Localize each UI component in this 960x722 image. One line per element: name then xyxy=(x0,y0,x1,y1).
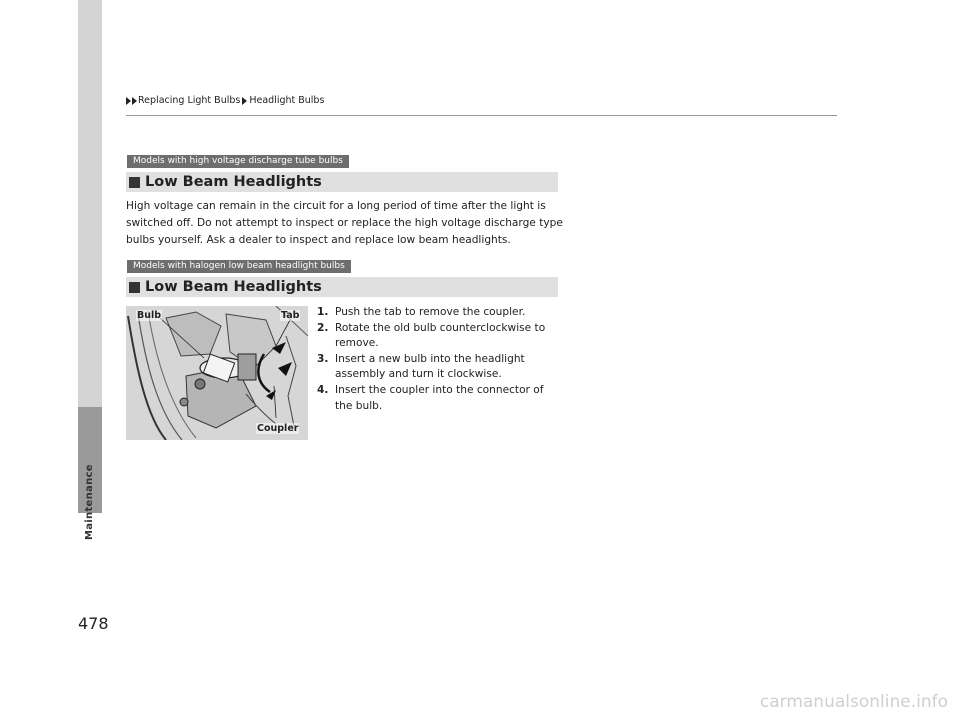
headlight-illustration xyxy=(126,306,308,440)
step-number: 3. xyxy=(317,352,329,365)
step-item xyxy=(317,352,562,383)
section-tab-label: Maintenance xyxy=(84,464,95,540)
step-number: 2. xyxy=(317,321,329,334)
step-number: 1. xyxy=(317,306,329,318)
watermark: carmanualsonline.info xyxy=(759,692,948,712)
heading-square-icon xyxy=(129,282,140,293)
heading-square-icon xyxy=(129,177,140,188)
breadcrumb-arrow-icon xyxy=(242,97,247,105)
figure-label-tab: Tab xyxy=(281,310,300,321)
heading-text: Low Beam Headlights xyxy=(145,174,322,190)
breadcrumb-item[interactable]: Replacing Light Bulbs xyxy=(138,95,241,106)
page-number: 478 xyxy=(78,614,109,633)
step-text: Rotate the old bulb counterclockwise to remove. xyxy=(335,321,546,350)
section-heading xyxy=(126,172,558,192)
headlight-figure xyxy=(126,306,308,440)
figure-label-bulb: Bulb xyxy=(137,310,162,321)
step-text: Push the tab to remove the coupler. xyxy=(335,306,526,318)
section-heading xyxy=(126,277,558,297)
breadcrumb-arrow-icon xyxy=(126,97,131,105)
breadcrumb xyxy=(126,95,324,106)
step-item xyxy=(317,305,562,321)
side-tab-background xyxy=(78,0,102,407)
step-text: Insert a new bulb into the headlight assembly and turn it clockwise. xyxy=(335,352,525,381)
step-text: Insert the coupler into the connector of the bulb. xyxy=(335,383,544,412)
step-number: 4. xyxy=(317,383,329,396)
header-divider xyxy=(126,115,837,116)
breadcrumb-item[interactable]: Headlight Bulbs xyxy=(249,95,325,106)
instruction-steps xyxy=(317,305,562,414)
model-tag: Models with high voltage discharge tube bulbs xyxy=(127,155,349,168)
step-item xyxy=(317,383,562,414)
model-tag: Models with halogen low beam headlight bulbs xyxy=(127,260,351,273)
figure-label-coupler: Coupler xyxy=(257,423,299,434)
warning-paragraph: High voltage can remain in the circuit for a long period of time after the light is switched off. Do not attempt to inspect or replace the high voltage discharge type bulbs yourself. Ask a dealer to inspect and replace low beam headlights. xyxy=(126,200,563,246)
step-item xyxy=(317,321,562,352)
breadcrumb-arrow-icon xyxy=(132,97,137,105)
heading-text: Low Beam Headlights xyxy=(145,279,322,295)
